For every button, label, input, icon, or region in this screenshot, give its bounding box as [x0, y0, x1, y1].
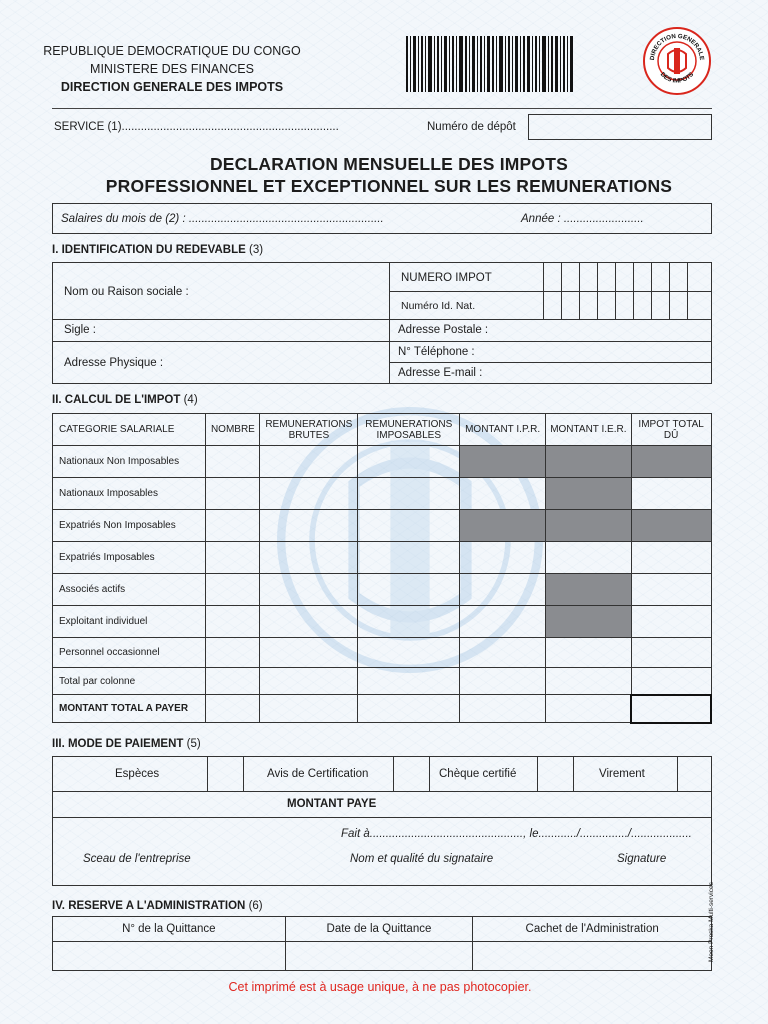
quittance-date-header: Date de la Quittance — [285, 917, 473, 942]
header-direction: DIRECTION GENERALE DES IMPOTS — [60, 80, 284, 94]
cheque-label: Chèque certifié — [439, 768, 517, 780]
salaires-field[interactable]: Salaires du mois de (2) : ............................................................. — [61, 213, 384, 225]
cell-input[interactable] — [206, 574, 260, 606]
quittance-number-field[interactable] — [53, 942, 286, 971]
cell-input[interactable] — [206, 638, 260, 668]
cell-input[interactable] — [206, 668, 260, 695]
especes-checkbox[interactable] — [208, 757, 243, 791]
cell-input[interactable] — [260, 542, 358, 574]
cell-shaded — [460, 446, 546, 478]
especes-label: Espèces — [115, 768, 160, 780]
cell-input[interactable] — [260, 668, 358, 695]
row-label: Associés actifs — [53, 574, 206, 606]
table-row — [53, 638, 712, 668]
cell-input[interactable] — [631, 542, 711, 574]
cell-shaded — [460, 510, 546, 542]
col-nombre: NOMBRE — [206, 414, 260, 446]
col-ipr: MONTANT I.P.R. — [460, 414, 546, 446]
cheque-checkbox[interactable] — [538, 757, 573, 791]
cell-input[interactable] — [631, 478, 711, 510]
row-label: Nationaux Non Imposables — [53, 446, 206, 478]
cell-input[interactable] — [260, 606, 358, 638]
cell-input[interactable] — [358, 542, 460, 574]
cachet-header: Cachet de l'Administration — [473, 917, 712, 942]
cell-input[interactable] — [358, 478, 460, 510]
cell-input[interactable] — [631, 574, 711, 606]
row-label: Expatriés Non Imposables — [53, 510, 206, 542]
sigle-field[interactable]: Sigle : — [64, 324, 96, 336]
row-label: Expatriés Imposables — [53, 542, 206, 574]
cell-input[interactable] — [206, 478, 260, 510]
row-label: Total par colonne — [53, 668, 206, 695]
cell-input[interactable] — [260, 695, 358, 723]
cell-input[interactable] — [206, 695, 260, 723]
depot-label: Numéro de dépôt — [427, 121, 516, 133]
fait-a-field[interactable]: Fait à................................................, le............/.............../................... — [341, 828, 692, 840]
cell-input[interactable] — [460, 542, 546, 574]
cell-input[interactable] — [206, 446, 260, 478]
cell-input[interactable] — [631, 606, 711, 638]
cell-input[interactable] — [206, 542, 260, 574]
row-label: Personnel occasionnel — [53, 638, 206, 668]
cell-input[interactable] — [358, 638, 460, 668]
col-total: IMPOT TOTAL DÛ — [631, 414, 711, 446]
cell-input[interactable] — [260, 510, 358, 542]
cell-input[interactable] — [358, 695, 460, 723]
cell-input[interactable] — [545, 542, 631, 574]
cell-shaded — [631, 446, 711, 478]
calcul-header-row — [53, 414, 712, 446]
numero-impot-label: NUMERO IMPOT — [401, 272, 492, 284]
cell-input[interactable] — [631, 638, 711, 668]
cell-input[interactable] — [206, 510, 260, 542]
dgi-seal-icon — [642, 26, 712, 96]
cell-input[interactable] — [260, 446, 358, 478]
signature-label: Signature — [617, 853, 667, 865]
cell-input[interactable] — [460, 606, 546, 638]
signataire-label: Nom et qualité du signataire — [350, 853, 494, 865]
telephone-field[interactable]: N° Téléphone : — [398, 346, 475, 358]
svg-text:DIRECTION GENERALE: DIRECTION GENERALE — [648, 32, 706, 61]
header-divider — [52, 108, 712, 109]
cell-input[interactable] — [460, 478, 546, 510]
sceau-label: Sceau de l'entreprise — [83, 853, 191, 865]
cell-shaded — [545, 606, 631, 638]
cell-input[interactable] — [260, 478, 358, 510]
header-republic: REPUBLIQUE DEMOCRATIQUE DU CONGO — [43, 44, 301, 58]
cell-input[interactable] — [358, 606, 460, 638]
cell-shaded — [545, 446, 631, 478]
col-brutes: REMUNERATIONS BRUTES — [260, 414, 358, 446]
montant-paye-label: MONTANT PAYE — [287, 798, 377, 810]
section3-title: III. MODE DE PAIEMENT (5) — [52, 738, 201, 750]
adresse-physique-field[interactable]: Adresse Physique : — [64, 357, 164, 369]
table-row — [53, 478, 712, 510]
depot-number-field[interactable] — [528, 114, 712, 140]
col-ier: MONTANT I.E.R. — [545, 414, 631, 446]
cell-input[interactable] — [460, 638, 546, 668]
table-row — [53, 668, 712, 695]
table-row — [53, 510, 712, 542]
cell-input[interactable] — [631, 668, 711, 695]
total-label: MONTANT TOTAL A PAYER — [53, 695, 206, 723]
cell-input[interactable] — [358, 510, 460, 542]
avis-label: Avis de Certification — [267, 768, 369, 780]
cell-input[interactable] — [206, 606, 260, 638]
cell-input[interactable] — [260, 574, 358, 606]
adresse-postale-field[interactable]: Adresse Postale : — [398, 324, 489, 336]
payment-block — [52, 756, 712, 886]
numero-id-nat-label: Numéro Id. Nat. — [401, 300, 476, 312]
cachet-field[interactable] — [473, 942, 712, 971]
table-row — [53, 542, 712, 574]
cell-input[interactable] — [358, 446, 460, 478]
photocopy-warning: Cet imprimé est à usage unique, à ne pas photocopier. — [228, 980, 532, 994]
cell-shaded — [545, 574, 631, 606]
service-label: SERVICE (1).................................................................... — [54, 121, 339, 133]
cell-shaded — [545, 478, 631, 510]
cell-shaded — [631, 510, 711, 542]
svg-text:DES IMPOTS: DES IMPOTS — [658, 71, 696, 85]
quittance-number-header: N° de la Quittance — [53, 917, 286, 942]
identification-block — [52, 262, 712, 384]
admin-table — [52, 916, 712, 971]
cell-input[interactable] — [260, 638, 358, 668]
col-imposables: REMUNERATIONS IMPOSABLES — [358, 414, 460, 446]
quittance-date-field[interactable] — [285, 942, 473, 971]
barcode-icon — [406, 36, 574, 92]
calcul-table — [52, 413, 712, 724]
period-box — [52, 203, 712, 234]
table-row — [53, 606, 712, 638]
col-categorie: CATEGORIE SALARIALE — [53, 414, 206, 446]
total-row — [53, 695, 712, 723]
form-title-line1: DECLARATION MENSUELLE DES IMPOTS — [209, 154, 569, 174]
row-label: Exploitant individuel — [53, 606, 206, 638]
nom-raison-sociale-field[interactable]: Nom ou Raison sociale : — [64, 286, 189, 298]
table-row — [53, 446, 712, 478]
cell-input[interactable] — [358, 668, 460, 695]
row-label: Nationaux Imposables — [53, 478, 206, 510]
virement-label: Virement — [599, 768, 645, 780]
printer-note: Moon Proska Multi-services — [708, 882, 715, 962]
cell-input[interactable] — [460, 574, 546, 606]
cell-input[interactable] — [545, 668, 631, 695]
header-ministry: MINISTERE DES FINANCES — [90, 62, 254, 76]
section4-title: IV. RESERVE A L'ADMINISTRATION (6) — [52, 900, 263, 912]
email-field[interactable]: Adresse E-mail : — [398, 367, 483, 379]
form-title-line2: PROFESSIONNEL ET EXCEPTIONNEL SUR LES REMUNERATIONS — [105, 176, 673, 196]
section1-title: I. IDENTIFICATION DU REDEVABLE (3) — [52, 244, 264, 256]
annee-field[interactable]: Année : ......................... — [521, 213, 644, 225]
cell-input[interactable] — [460, 668, 546, 695]
cell-input[interactable] — [545, 695, 631, 723]
cell-input[interactable] — [460, 695, 546, 723]
cell-input[interactable] — [358, 574, 460, 606]
virement-checkbox[interactable] — [678, 757, 711, 791]
avis-checkbox[interactable] — [394, 757, 429, 791]
cell-shaded — [545, 510, 631, 542]
section2-title: II. CALCUL DE L'IMPOT (4) — [52, 394, 198, 406]
total-amount-field[interactable] — [631, 695, 711, 723]
table-row — [53, 574, 712, 606]
cell-input[interactable] — [545, 638, 631, 668]
